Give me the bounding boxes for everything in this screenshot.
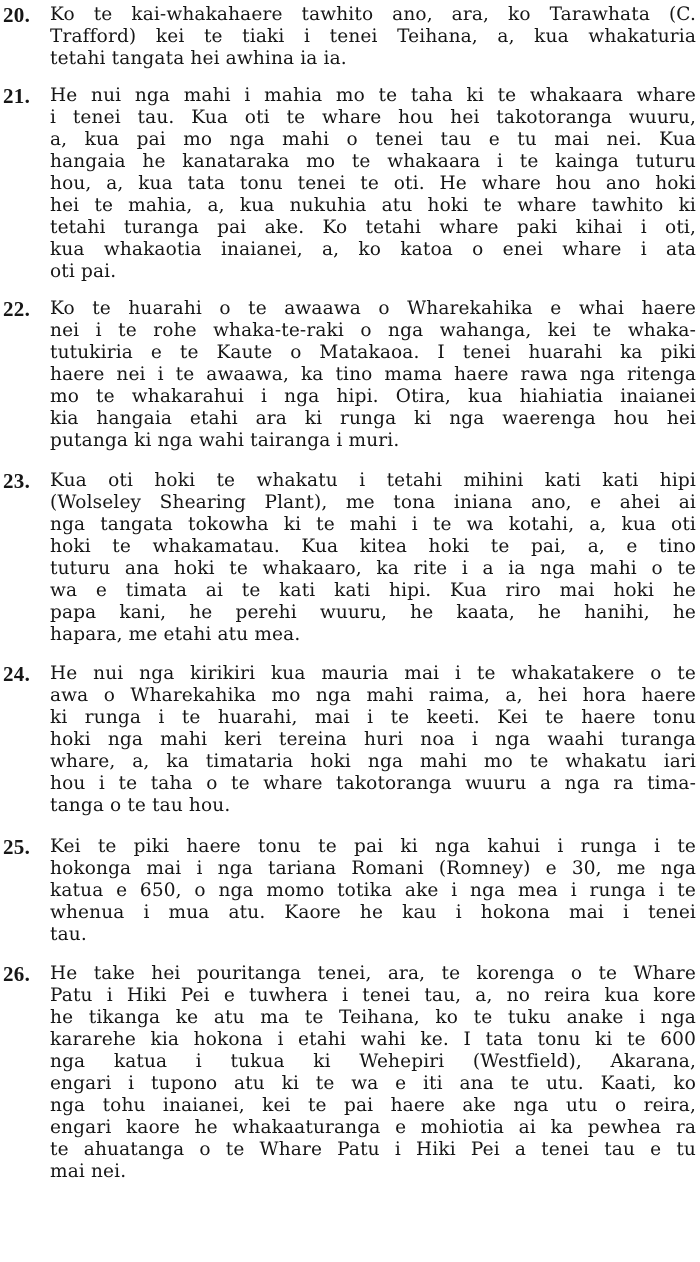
text-line: te ahuatanga o te Whare Patu i Hiki Pei a tenei tau e tu (50, 1139, 696, 1160)
text-line: ki runga i te huarahi, mai i te keeti. Kei te haere tonu (50, 707, 696, 728)
paragraph-number: 20. (3, 3, 31, 27)
text-line: Ko te kai-whakahaere tawhito ano, ara, ko Tarawhata (C. (50, 4, 696, 25)
text-line: hoki te whakamatau. Kua kitea hoki te pai, a, e tino (50, 536, 696, 557)
text-line: katua e 650, o nga momo totika ake i nga mea i runga i te (50, 880, 696, 901)
paragraph-number: 25. (3, 835, 31, 859)
text-line: tanga o te tau hou. (50, 795, 231, 816)
paragraph-number: 24. (3, 662, 31, 686)
text-line: hou i te taha o te whare takotoranga wuuru a nga ra tima- (50, 773, 696, 794)
text-line: hou, a, kua tata tonu tenei te oti. He whare hou ano hoki (50, 173, 696, 194)
text-line: hangaia he kanatarakа mo te whakaara i te kainga tuturu (50, 151, 696, 172)
text-line: hoki nga mahi keri tereina huri noa i nga waahi turanga (50, 729, 696, 750)
text-line: nga katua i tukua ki Wehepiri (Westfield), Akarana, (50, 1051, 696, 1072)
text-line: kia hangaia etahi ara ki runga ki nga waerenga hou hei (50, 408, 696, 429)
text-line: Ko te huarahi o te awaawa o Wharekahika e whai haere (50, 298, 696, 319)
text-line: (Wolseley Shearing Plant), me tona iniana ano, e ahei ai (50, 492, 696, 513)
text-line: nei i te rohe whaka-te-raki o nga wahanga, kei te whaka- (50, 320, 696, 341)
paragraph-number: 26. (3, 962, 31, 986)
paragraph-number: 22. (3, 297, 31, 321)
text-line: kararehe kia hokona i etahi wahi ke. I tata tonu ki te 600 (50, 1029, 696, 1050)
text-line: tetahi tangata hei awhina ia ia. (50, 48, 347, 69)
text-line: engari i tupono atu ki te wa e iti ana te utu. Kaati, ko (50, 1073, 696, 1094)
text-line: awa o Wharekahika mo nga mahi raima, a, hei hora haere (50, 685, 696, 706)
text-line: papa kani, he perehi wuuru, he kaata, he hanihi, he (50, 602, 696, 623)
text-line: Kua oti hoki te whakatu i tetahi mihini kati kati hipi (50, 470, 696, 491)
text-line: Trafford) kei te tiaki i tenei Teihana, a, kua whakaturia (50, 26, 696, 47)
text-line: hapara, me etahi atu mea. (50, 624, 301, 645)
text-line: whenua i mua atu. Kaore he kau i hokona mai i tenei (50, 902, 696, 923)
text-line: tetahi turanga pai ake. Ko tetahi whare paki kihai i oti, (50, 217, 696, 238)
text-line: haere nei i te awaawa, ka tino mama haere rawa nga ritenga (50, 364, 696, 385)
text-line: engari kaore he whakaaturanga e mohiotia ai ka pewhea ra (50, 1117, 696, 1138)
text-line: He nui nga kirikiri kua mauria mai i te whakatakere o te (50, 663, 696, 684)
text-line: hei te mahia, a, kua nukuhia atu hoki te whare tawhito ki (50, 195, 696, 216)
text-line: whare, a, ka timataria hoki nga mahi mo te whakatu iari (50, 751, 696, 772)
text-line: He nui nga mahi i mahia mo te taha ki te whakaara whare (50, 85, 696, 106)
text-line: nga tangata tokowha ki te mahi i te wa kotahi, a, kua oti (50, 514, 696, 535)
text-line: tutukiria e te Kaute o Matakaoa. I tenei huarahi ka piki (50, 342, 696, 363)
text-line: mo te whakarahui i nga hipi. Otira, kua hiahiatia inaianei (50, 386, 696, 407)
text-line: kua whakaotia inaianei, a, ko katoa o enei whare i ata (50, 239, 696, 260)
text-line: i tenei tau. Kua oti te whare hou hei takotoranga wuuru, (50, 107, 696, 128)
text-line: tau. (50, 924, 87, 945)
text-line: mai nei. (50, 1161, 127, 1182)
text-line: he tikanga ke atu ma te Teihana, ko te tuku anake i nga (50, 1007, 696, 1028)
text-line: a, kua pai mo nga mahi o tenei tau e tu mai nei. Kua (50, 129, 696, 150)
text-line: He take hei pouritanga tenei, ara, te korenga o te Whare (50, 963, 696, 984)
text-line: hokonga mai i nga tariana Romani (Romney) e 30, me nga (50, 858, 696, 879)
text-line: tuturu ana hoki te whakaaro, ka rite i a ia nga mahi o te (50, 558, 696, 579)
paragraph-number: 23. (3, 469, 31, 493)
text-line: wa e timata ai te kati kati hipi. Kua riro mai hoki he (50, 580, 696, 601)
paragraph-number: 21. (3, 84, 31, 108)
text-line: nga tohu inaianei, kei te pai haere ake nga utu o reira, (50, 1095, 696, 1116)
text-line: Patu i Hiki Pei e tuwhera i tenei tau, a, no reira kua kore (50, 985, 696, 1006)
text-line: Kei te piki haere tonu te pai ki nga kahui i runga i te (50, 836, 696, 857)
text-line: putanga ki nga wahi tairanga i muri. (50, 430, 400, 451)
text-line: oti pai. (50, 261, 117, 282)
